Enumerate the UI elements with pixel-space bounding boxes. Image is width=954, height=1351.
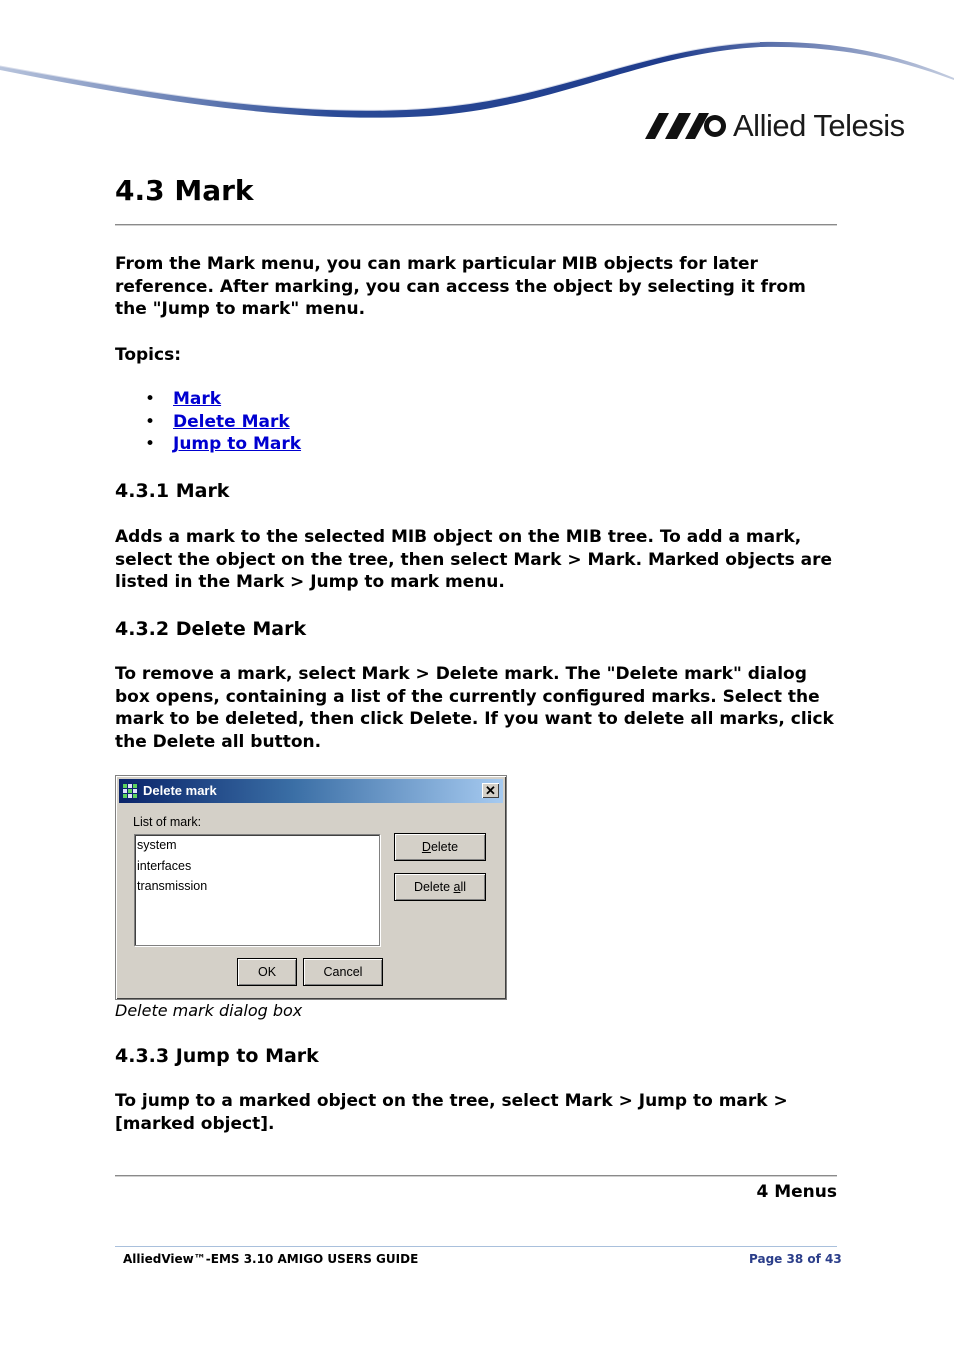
list-item (115, 411, 301, 434)
dialog-title-bar[interactable] (119, 779, 503, 803)
section-body-delete-mark: To remove a mark, select Mark > Delete mark. The "Delete mark" dialog box opens, containing a list of the currently configured marks. Select the mark to be deleted, then click Delete. If you want to delete all marks, click the Delete all button. (115, 664, 834, 753)
delete-button[interactable]: Delete (394, 833, 486, 861)
figure-caption: Delete mark dialog box (115, 1001, 303, 1020)
topics-label: Topics: (115, 345, 182, 365)
allied-telesis-logo-icon (645, 113, 727, 139)
footer-thin-divider (115, 1246, 837, 1247)
section-body-jump-to-mark: To jump to a marked object on the tree, select Mark > Jump to mark > [marked object]. (115, 1091, 788, 1134)
topic-link-delete-mark[interactable]: Delete Mark (173, 411, 290, 432)
app-icon (122, 783, 139, 800)
close-icon: ✕ (485, 783, 496, 798)
list-item (115, 433, 301, 456)
allied-telesis-logo (645, 108, 905, 144)
intro-paragraph: From the Mark menu, you can mark particular MIB objects for later reference. After marking, you can access the object by selecting it from the "Jump to mark" menu. (115, 254, 806, 320)
list-item (115, 388, 301, 411)
dialog-title: Delete mark (143, 783, 217, 798)
list-item[interactable]: system (137, 838, 177, 852)
page-title: 4.3 Mark (115, 174, 254, 207)
footer-divider (115, 1175, 837, 1177)
list-item[interactable]: transmission (137, 879, 208, 893)
page-number: Page 38 of 43 (749, 1252, 842, 1266)
section-heading-delete-mark: 4.3.2 Delete Mark (115, 618, 307, 640)
section-body-mark: Adds a mark to the selected MIB object on the MIB tree. To add a mark, select the object on the tree, then select Mark > Mark. Marked objects are listed in the Mark > Jump to mark menu. (115, 527, 833, 593)
list-label: List of mark: (133, 815, 202, 829)
section-heading-mark: 4.3.1 Mark (115, 480, 230, 502)
brand-name: Allied Telesis (733, 108, 905, 143)
chapter-label: 4 Menus (756, 1182, 837, 1202)
list-item[interactable]: interfaces (137, 858, 192, 873)
topic-link-jump-to-mark[interactable]: Jump to Mark (173, 434, 302, 455)
topic-link-mark[interactable]: Mark (173, 389, 222, 409)
delete-mark-dialog (115, 775, 507, 1000)
delete-all-button[interactable]: Delete all (394, 873, 486, 901)
topics-list (115, 388, 301, 456)
section-heading-jump-to-mark: 4.3.3 Jump to Mark (115, 1045, 319, 1067)
cancel-button[interactable]: Cancel (303, 958, 383, 986)
close-button[interactable] (482, 783, 499, 798)
guide-title: AlliedView™-EMS 3.10 AMIGO USERS GUIDE (123, 1252, 419, 1266)
ok-button[interactable]: OK (237, 958, 297, 986)
title-divider (115, 224, 837, 226)
mark-list[interactable] (134, 834, 380, 946)
